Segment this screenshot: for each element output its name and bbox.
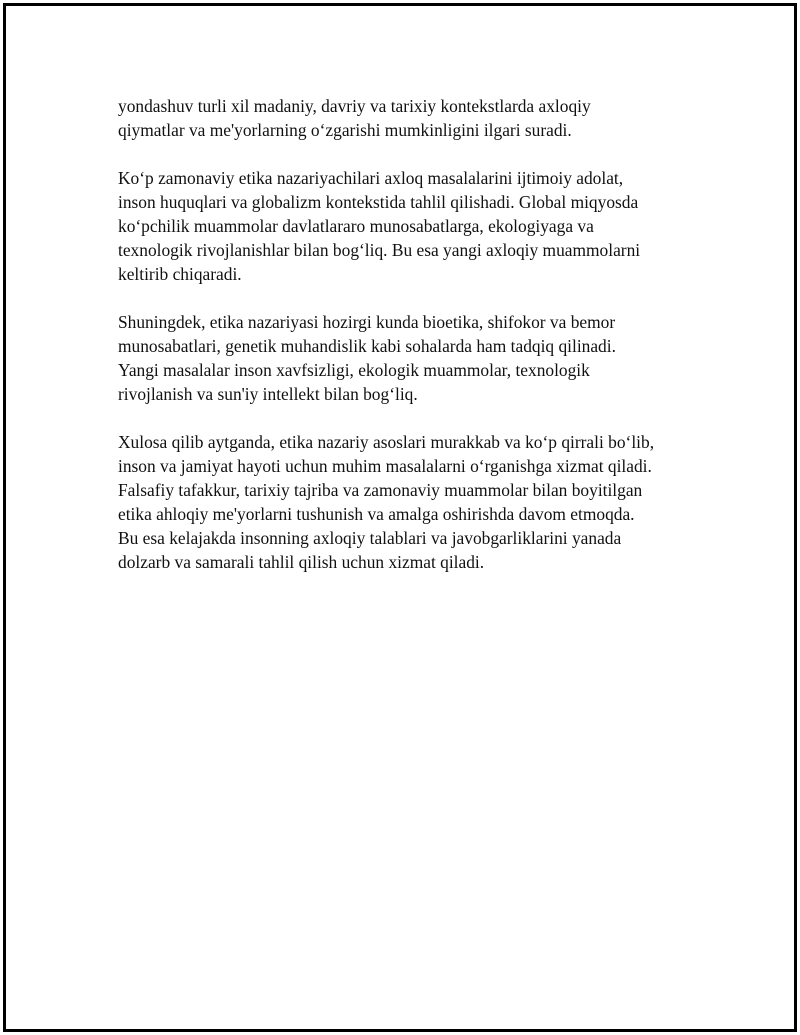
text-line: Xulosa qilib aytganda, etika nazariy asoslari murakkab va ko‘p qirrali bo‘lib, [118, 432, 655, 452]
text-line: Shuningdek, etika nazariyasi hozirgi kunda bioetika, shifokor va bemor [118, 312, 616, 332]
text-line: munosabatlari, genetik muhandislik kabi sohalarda ham tadqiq qilinadi. [118, 336, 616, 356]
text-line: Ko‘p zamonaviy etika nazariyachilari axloq masalalarini ijtimoiy adolat, [118, 168, 624, 188]
text-line: Bu esa kelajakda insonning axloqiy talablari va javobgarliklarini yanada [118, 528, 622, 548]
text-line: qiymatlar va me'yorlarning o‘zgarishi mumkinligini ilgari suradi. [118, 120, 572, 140]
text-line: Falsafiy tafakkur, tarixiy tajriba va zamonaviy muammolar bilan boyitilgan [118, 480, 643, 500]
paragraph-4 [118, 430, 708, 574]
text-line: rivojlanish va sun'iy intellekt bilan bog‘liq. [118, 384, 418, 404]
text-line: ko‘pchilik muammolar davlatlararo munosabatlarga, ekologiyaga va [118, 216, 594, 236]
text-line: dolzarb va samarali tahlil qilish uchun xizmat qiladi. [118, 552, 485, 572]
paragraph-3 [118, 310, 708, 406]
text-line: etika ahloqiy me'yorlarni tushunish va amalga oshirishda davom etmoqda. [118, 504, 635, 524]
paragraph-2 [118, 166, 708, 286]
text-line: Yangi masalalar inson xavfsizligi, ekologik muammolar, texnologik [118, 360, 590, 380]
text-line: yondashuv turli xil madaniy, davriy va tarixiy kontekstlarda axloqiy [118, 96, 591, 116]
text-line: keltirib chiqaradi. [118, 264, 242, 284]
text-line: inson va jamiyat hayoti uchun muhim masalalarni o‘rganishga xizmat qiladi. [118, 456, 652, 476]
paragraph-1 [118, 94, 708, 142]
text-line: inson huquqlari va globalizm kontekstida tahlil qilishadi. Global miqyosda [118, 192, 639, 212]
document-body [118, 94, 708, 598]
text-line: texnologik rivojlanishlar bilan bog‘liq. Bu esa yangi axloqiy muammolarni [118, 240, 641, 260]
